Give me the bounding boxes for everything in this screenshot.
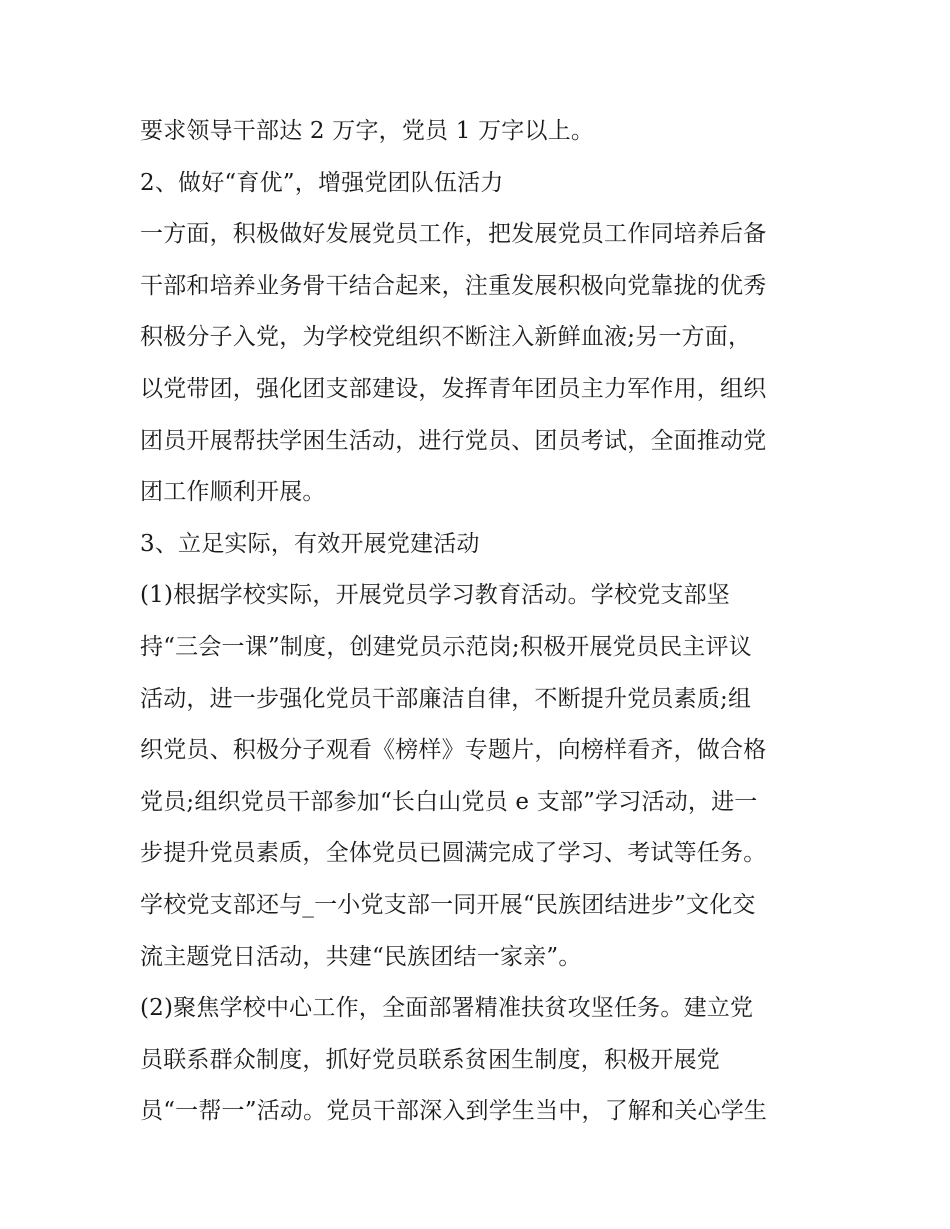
text-line: 织党员、积极分子观看《榜样》专题片，向榜样看齐，做合格 — [140, 737, 767, 764]
text-line: 干部和培养业务骨干结合起来，注重发展积极向党靠拢的优秀 — [140, 272, 767, 299]
text-line: (1)根据学校实际，开展党员学习教育活动。学校党支部坚 — [140, 582, 730, 609]
text-line: 步提升党员素质，全体党员已圆满完成了学习、考试等任务。 — [140, 840, 767, 867]
text-line: 学校党支部还与_一小党支部一同开展“民族团结进步”文化交 — [140, 891, 756, 918]
document-body — [140, 106, 830, 1138]
section-heading: 3、立足实际，有效开展党建活动 — [140, 530, 480, 557]
text-line: 员联系群众制度，抓好党员联系贫困生制度，积极开展党 — [140, 1046, 720, 1073]
text-line: (2)聚焦学校中心工作，全面部署精准扶贫攻坚任务。建立党 — [140, 995, 754, 1022]
text-line: 要求领导干部达 2 万字，党员 1 万字以上。 — [140, 118, 595, 144]
text-line: 流主题党日活动，共建“民族团结一家亲”。 — [140, 943, 582, 970]
text-line: 党员;组织党员干部参加“长白山党员 e 支部”学习活动，进一 — [140, 788, 758, 815]
text-line: 以党带团，强化团支部建设，发挥青年团员主力军作用，组织 — [140, 375, 767, 402]
text-line: 活动，进一步强化党员干部廉洁自律，不断提升党员素质;组 — [140, 685, 752, 712]
text-line: 一方面，积极做好发展党员工作，把发展党员工作同培养后备 — [140, 221, 767, 248]
text-line: 持“三会一课”制度，创建党员示范岗;积极开展党员民主评议 — [140, 633, 752, 660]
text-line: 团员开展帮扶学困生活动，进行党员、团员考试，全面推动党 — [140, 427, 767, 454]
section-heading: 2、做好“育优”，增强党团队伍活力 — [140, 169, 504, 196]
text-line: 员“一帮一”活动。党员干部深入到学生当中，了解和关心学生 — [140, 1098, 768, 1125]
text-line: 团工作顺利开展。 — [140, 479, 326, 506]
text-line: 积极分子入党，为学校党组织不断注入新鲜血液;另一方面， — [140, 324, 752, 351]
